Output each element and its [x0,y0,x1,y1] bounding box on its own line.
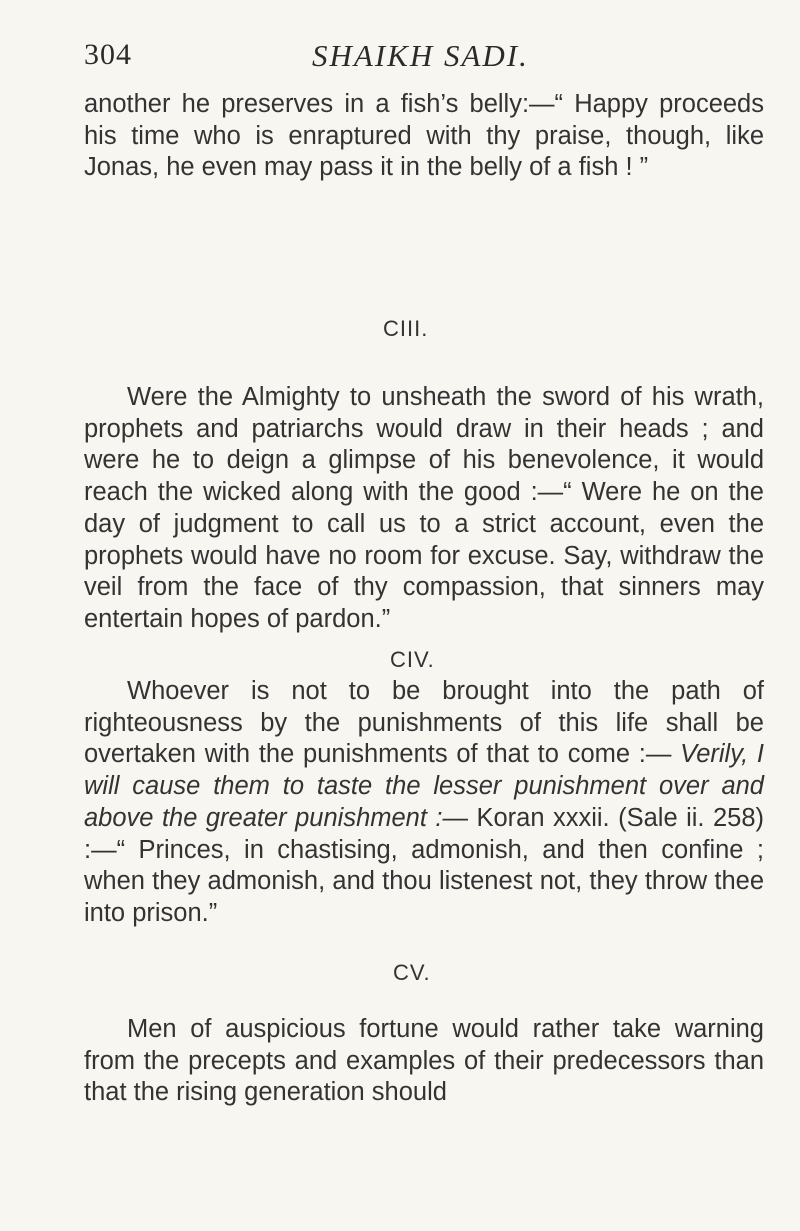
paragraph-intro-text: another he preserves in a fish’s belly:—“ Happy proceeds his time who is enraptured with thy praise, though, like Jonas, he even may pass it in the belly of a fish ! ” [84,90,764,182]
section-heading-cv-label: CV. [393,960,431,985]
paragraph-civ-text [84,676,764,930]
section-heading-civ-label: CIV. [390,647,435,672]
paragraph-civ-quotation: Verily, I will cause them to taste the lesser punishment over and above the greater punishment : [84,740,764,832]
paragraph-civ-text-before: Whoever is not to be brought into the path of righteousness by the punishments of this life shall be overtaken with the punishments of that to come :— [84,677,764,769]
paragraph-intro [84,89,764,184]
paragraph-ciii-text: Were the Almighty to unsheath the sword of his wrath, prophets and patriarchs would draw in their heads ; and were he to deign a glimpse of his benevolence, it would reach the wicked along with the good :—“ Were he on the day of judgment to call us to a strict account, even the prophets would have no room for excuse. Say, withdraw the veil from the face of thy compassion, that sinners may entertain hopes of pardon.” [84,383,764,633]
paragraph-ciii [84,382,764,636]
paragraph-cv [84,1014,764,1109]
section-heading-ciii-label: CIII. [383,316,429,341]
paragraph-civ [84,676,764,930]
page-number: 304 [84,38,132,71]
running-title: SHAIKH SADI. [312,38,529,73]
running-head [0,38,800,78]
paragraph-cv-text: Men of auspicious fortune would rather take warning from the precepts and examples of their predecessors than that the rising generation should [84,1015,764,1107]
paragraph-civ-text-after: — Koran xxxii. (Sale ii. 258) :—“ Princes, in chastising, admonish, and then confine ; when they admonish, and thou listenest not, they throw thee into prison.” [84,803,764,927]
